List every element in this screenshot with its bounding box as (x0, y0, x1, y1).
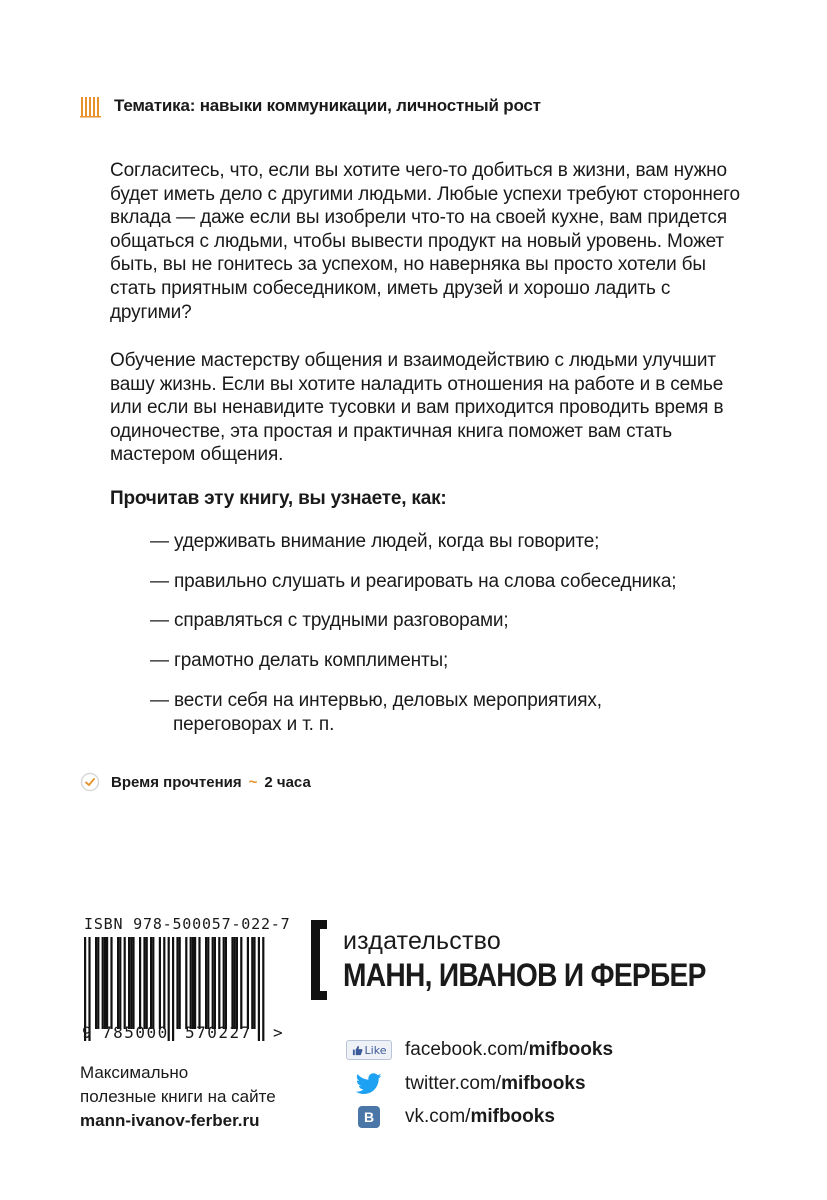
barcode-bar (97, 937, 99, 1029)
books-stack-icon (80, 94, 102, 118)
barcode-bar (194, 937, 196, 1029)
learn-title: Прочитав эту книгу, вы узнаете, как: (110, 488, 447, 509)
site-line: полезные книги на сайте (80, 1087, 276, 1106)
barcode-bar (231, 937, 233, 1029)
social-prefix: facebook.com/ (405, 1039, 529, 1060)
barcode-bar (190, 937, 192, 1029)
barcode-bar (159, 937, 161, 1029)
benefit-paragraph: Обучение мастерству общения и взаимодействию с людьми улучшит вашу жизнь. Если вы хотите наладить отношения на работе и в семье или если вы ненавидите тусовки и вам приходится проводить время в одиночестве, эта простая и практичная книга поможет вам стать мастером общения. (110, 350, 724, 466)
site-block (80, 1061, 276, 1133)
barcode-bar (251, 937, 253, 1029)
barcode-digits-right: 570227 (185, 1023, 252, 1042)
barcode-bar (212, 937, 214, 1029)
learn-item-line: переговорах и т. п. (173, 713, 335, 735)
barcode-bar (119, 937, 121, 1029)
clock-check-icon (80, 772, 100, 792)
barcode-bar (176, 937, 178, 1029)
barcode-bar (95, 937, 97, 1029)
publisher-label: издательство (343, 927, 501, 955)
intro-paragraph: Согласитесь, что, если вы хотите чего-то добиться в жизни, вам нужно будет иметь дело с другими людьми. Любые успехи требуют стороннего вклада — даже если вы изобрели что-то на своей кухне, вам придется общаться с людьми, чтобы вывести продукт на новый уровень. Может быть, вы не гонитесь за успехом, но наверняка вы просто хотели бы стать приятным собеседником, иметь друзей и хорошо ладить с другими? (110, 160, 740, 323)
barcode-bar (205, 937, 207, 1029)
social-handle: mifbooks (528, 1039, 614, 1060)
barcode-bar (143, 937, 145, 1029)
barcode-bar (247, 937, 249, 1029)
barcode-bar (163, 937, 165, 1029)
isbn-text: ISBN 978-500057-022-7 (84, 915, 291, 933)
twitter-bird-icon (345, 1072, 393, 1096)
barcode-bar (139, 937, 141, 1029)
publisher-bracket (311, 920, 327, 1000)
publisher-name: МАНН, ИВАНОВ И ФЕРБЕР (343, 957, 706, 993)
site-url-link[interactable]: mann-ivanov-ferber.ru (80, 1111, 260, 1130)
like-badge-text: Like (364, 1043, 387, 1057)
barcode-bar (225, 937, 227, 1029)
social-prefix: twitter.com/ (405, 1073, 502, 1094)
barcode-bar (130, 937, 132, 1029)
barcode-bar (132, 937, 134, 1029)
reading-time-value: 2 часа (264, 773, 311, 791)
barcode-bar (218, 937, 220, 1029)
learn-item: — справляться с трудными разговорами; (150, 610, 509, 631)
barcode-bar (152, 937, 154, 1029)
barcode-bar (236, 937, 238, 1029)
barcode-bar (102, 937, 104, 1029)
social-prefix: vk.com/ (405, 1106, 471, 1127)
barcode-bar (234, 937, 236, 1029)
barcode-bar (240, 937, 242, 1029)
barcode-bar (124, 937, 126, 1029)
barcode-bar (185, 937, 187, 1029)
barcode-bar (172, 937, 174, 1041)
barcode-bar (106, 937, 108, 1029)
barcode-bar (179, 937, 181, 1029)
reading-time-label: Время прочтения (111, 773, 242, 791)
reading-time-tilde: ~ (248, 773, 258, 791)
barcode-digit-first: 9 (82, 1023, 92, 1042)
topic-line (80, 92, 541, 120)
barcode-digits-left: 785000 (102, 1023, 169, 1042)
learn-item: — удерживать внимание людей, когда вы говорите; (150, 531, 600, 552)
barcode-bar (117, 937, 119, 1029)
vk-badge-text: B (358, 1106, 380, 1128)
barcode-bar (253, 937, 255, 1029)
barcode-bar (146, 937, 148, 1029)
barcode-bar (110, 937, 112, 1029)
learn-item: — грамотно делать комплименты; (150, 650, 449, 671)
social-facebook[interactable] (345, 1037, 613, 1063)
barcode-bar (214, 937, 216, 1029)
barcode-bar (128, 937, 130, 1029)
vk-icon (345, 1105, 393, 1129)
social-handle: mifbooks (501, 1073, 586, 1094)
barcode-bar (207, 937, 209, 1029)
learn-item: — правильно слушать и реагировать на слова собеседника; (150, 571, 677, 592)
barcode-arrow: > (273, 1023, 283, 1042)
learn-item-line: — вести себя на интервью, деловых мероприятиях, (150, 690, 602, 711)
topic-text: Тематика: навыки коммуникации, личностный рост (114, 96, 541, 115)
barcode-bar (223, 937, 225, 1029)
social-handle: mifbooks (470, 1106, 555, 1127)
barcode-bar (198, 937, 200, 1029)
social-twitter[interactable] (345, 1071, 586, 1097)
barcode-bar (150, 937, 152, 1029)
barcode-bar (192, 937, 194, 1029)
learn-item (150, 689, 710, 736)
site-line: Максимально (80, 1063, 189, 1082)
barcode-bar (258, 937, 260, 1041)
facebook-like-icon (345, 1038, 393, 1062)
barcode-bar (104, 937, 106, 1029)
barcode-bar (262, 937, 264, 1041)
social-vk[interactable] (345, 1104, 555, 1130)
reading-time (80, 770, 311, 794)
